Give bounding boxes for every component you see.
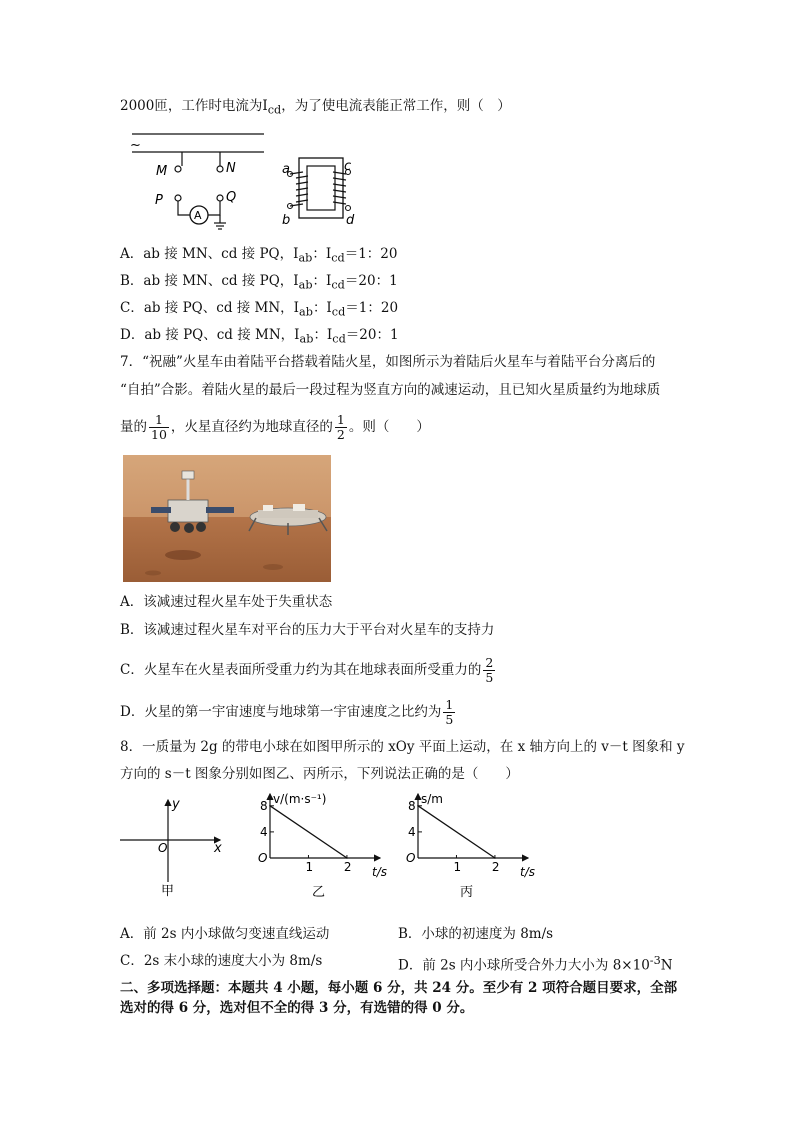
q7-text: ，火星直径约为地球直径的 (170, 419, 333, 435)
q8-option-b: B．小球的初速度为 8m/s (398, 926, 554, 942)
label-a: a (282, 162, 290, 177)
m-terminal (175, 166, 181, 172)
fraction-1-10: $\frac{1}{10}$ (151, 412, 167, 442)
q7-stem-line1: 7．“祝融”火星车由着陆平台搭载着陆火星，如图所示为着陆后火星车与着陆平台分离后的 (120, 354, 656, 370)
figure-jia-axes (118, 796, 230, 898)
terminal-d (346, 206, 351, 211)
label-d: d (346, 213, 355, 228)
chart-bing-data-point (494, 857, 496, 859)
p-wire (178, 201, 190, 215)
q7-stem-line2: “自拍”合影。着陆火星的最后一段过程为竖直方向的减速运动，且已知火星质量约为地球质 (120, 382, 661, 398)
label-M: M (156, 164, 168, 179)
chart-yi-data-point (269, 805, 271, 807)
label-Q: Q (226, 190, 237, 205)
chart-bing-data-point (417, 805, 419, 807)
caption-jia: 甲 (161, 884, 175, 898)
chart-yi-series-line (270, 806, 347, 858)
q8-stem-line2: 方向的 s－t 图象分别如图乙、丙所示，下列说法正确的是（ ） (120, 766, 519, 782)
label-P: P (155, 193, 163, 208)
q6-circuit-figure (122, 128, 362, 230)
fraction-2-5: $\frac{2}{5}$ (485, 655, 494, 685)
chart-bing-series-line (418, 806, 495, 858)
q7-stem-line3 (120, 413, 430, 442)
ac-symbol: ~ (130, 138, 141, 153)
fraction-1-2: $\frac{1}{2}$ (336, 412, 345, 442)
q-terminal (217, 195, 223, 201)
chart-bing-ytick-label: 8 (408, 798, 416, 813)
primary-coil (290, 172, 308, 206)
chart-yi-xlabel: t/s (372, 865, 387, 879)
chart-bing-ylabel: s/m (421, 792, 443, 806)
q8-stem-line1: 8．一质量为 2g 的带电小球在如图甲所示的 xOy 平面上运动，在 x 轴方向上的 v－t 图象和 y (120, 739, 685, 755)
label-b: b (282, 213, 291, 228)
q7-option-c-text: C．火星车在火星表面所受重力约为其在地球表面所受重力的 (120, 662, 482, 678)
q7-option-d-text: D．火星的第一宇宙速度与地球第一宇宙速度之比约为 (120, 704, 442, 720)
chart-bing-s-t (396, 790, 536, 902)
q7-option-d (120, 698, 457, 727)
fraction-1-5: $\frac{1}{5}$ (445, 697, 454, 727)
label-y: y (172, 797, 180, 812)
chart-yi-data-point (346, 857, 348, 859)
chart-yi-xtick-label: 1 (305, 860, 314, 874)
chart-yi-origin-label: O (258, 851, 268, 865)
chart-bing-xtick-label: 2 (491, 860, 500, 874)
section2-heading-line1: 二、多项选择题：本题共 4 小题，每小题 6 分，共 24 分。至少有 2 项符合题目要求，全部 (120, 980, 678, 996)
chart-yi-ytick-label: 8 (260, 798, 268, 813)
chart-bing-origin-label: O (406, 851, 416, 865)
q7-text: 。则（ ） (348, 419, 430, 435)
q7-text: 量的 (120, 419, 147, 435)
chart-yi-caption: 乙 (312, 885, 326, 900)
chart-bing-xlabel: t/s (520, 865, 535, 879)
chart-yi-xtick-label: 2 (343, 860, 352, 874)
label-c: c (344, 159, 352, 174)
q6-option-b: B．ab 接 MN、cd 接 PQ，$I_{ab}$：$I_{cd}=20$：1 (120, 273, 398, 292)
q6-option-d: D．ab 接 PQ、cd 接 MN，$I_{ab}$：$I_{cd}=20$：1 (120, 327, 399, 346)
section2-heading-line2: 选对的得 6 分，选对但不全的得 3 分，有选错的得 0 分。 (120, 1000, 474, 1016)
chart-bing-caption: 丙 (460, 885, 474, 900)
p-terminal (175, 195, 181, 201)
q8-option-c: C．2s 末小球的速度大小为 8m/s (120, 953, 323, 969)
label-x: x (214, 841, 222, 856)
q8-option-d: D．前 2s 内小球所受合外力大小为 $8\times 10^{-3}N$ (398, 954, 673, 974)
chart-yi-v-t (248, 790, 388, 902)
chart-bing-ytick-label: 4 (408, 824, 416, 839)
q8-option-a: A．前 2s 内小球做匀变速直线运动 (120, 926, 330, 942)
q7-option-c (120, 656, 497, 685)
label-origin: O (158, 841, 168, 855)
q6-option-c: C．ab 接 PQ、cd 接 MN，$I_{ab}$：$I_{cd}=1$：20 (120, 300, 399, 319)
chart-bing-xtick-label: 1 (453, 860, 462, 874)
label-N: N (226, 161, 236, 176)
n-terminal (217, 166, 223, 172)
chart-yi-ylabel: v/(m·s⁻¹) (273, 792, 327, 806)
mars-rover-photo (123, 455, 331, 582)
q-wire (208, 201, 220, 215)
q6-stem-tail: 2000匝，工作时电流为$I_{cd}$，为了使电流表能正常工作，则（ ） (120, 98, 511, 117)
q6-option-a: A．ab 接 MN、cd 接 PQ，$I_{ab}$：$I_{cd}=1$：20 (120, 246, 398, 265)
ammeter-label: A (194, 209, 202, 222)
chart-yi-ytick-label: 4 (260, 824, 268, 839)
q7-option-a: A．该减速过程火星车处于失重状态 (120, 594, 333, 610)
transformer-core-inner (307, 166, 335, 210)
q7-option-b: B．该减速过程火星车对平台的压力大于平台对火星车的支持力 (120, 622, 495, 638)
